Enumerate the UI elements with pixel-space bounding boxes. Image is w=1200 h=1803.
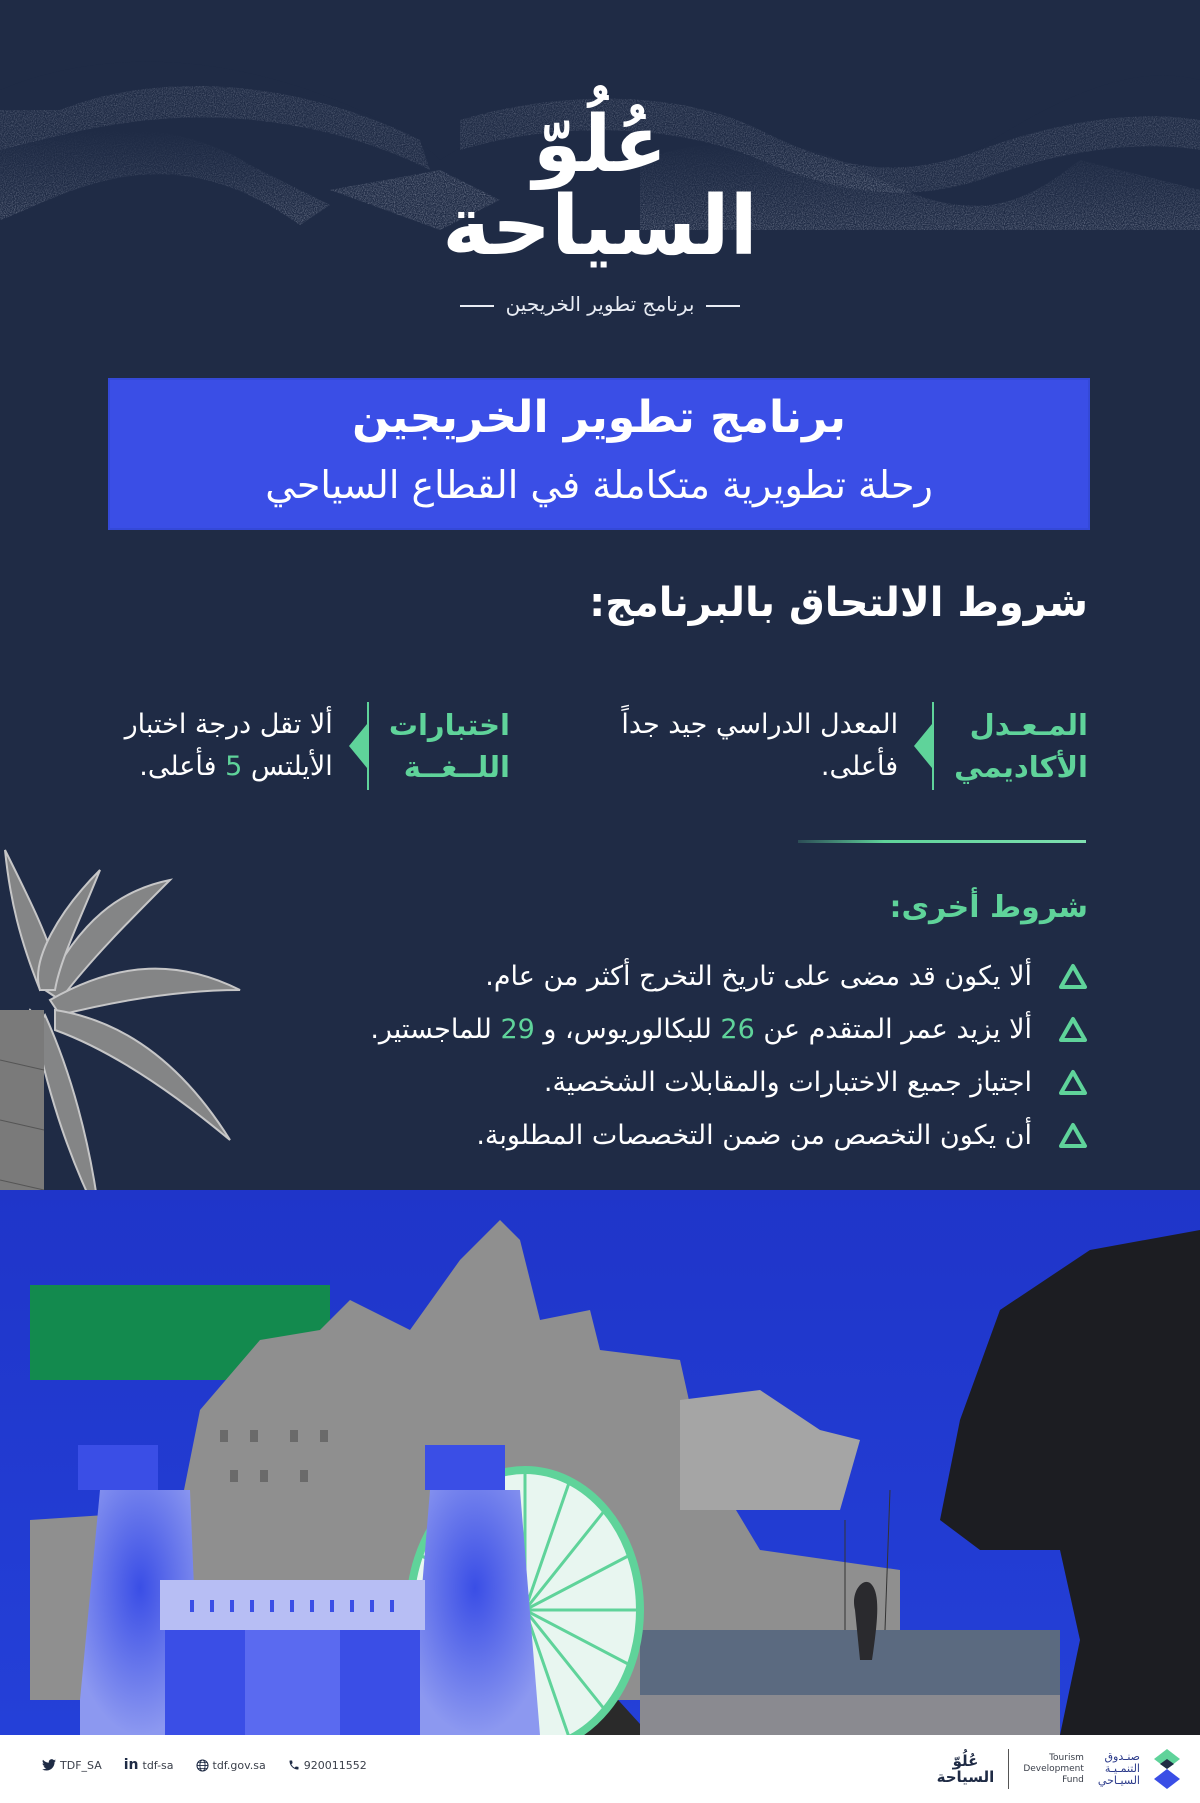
olu-tourism-logo-small [937, 1753, 995, 1785]
collage-scene [0, 1190, 1200, 1735]
tourism-collage-illustration [0, 1190, 1200, 1735]
contact-links [42, 1757, 367, 1773]
text-part: للبكالوريوس، و [534, 1014, 721, 1045]
banner-title: برنامج تطوير الخريجين [352, 392, 846, 443]
tdf-name-en [1023, 1753, 1084, 1786]
tdf-en-line: Development [1023, 1763, 1084, 1774]
phone-icon [288, 1759, 300, 1771]
section-divider [798, 840, 1086, 843]
triangle-outline-icon [1056, 960, 1090, 994]
logo-line-2: السياحة [442, 179, 758, 274]
list-item-text: أن يكون التخصص من ضمن التخصصات المطلوبة. [476, 1120, 1032, 1151]
linkedin-icon: in [123, 1757, 139, 1773]
ielts-score: 5 [225, 751, 243, 782]
criterion-text-line: فأعلى. [820, 751, 899, 782]
criterion-language [125, 700, 510, 792]
criterion-label-line: اللــغــة [403, 750, 510, 784]
list-item-text: اجتياز جميع الاختبارات والمقابلات الشخصية. [543, 1067, 1032, 1098]
text-part: ألا يزيد عمر المتقدم عن [754, 1014, 1032, 1045]
text-part: الأيلتس [242, 751, 333, 782]
tdf-name-ar [1098, 1751, 1140, 1787]
program-banner [108, 378, 1090, 530]
criterion-label-line: الأكاديمي [954, 750, 1088, 784]
text-part: فأعلى. [139, 751, 226, 782]
logo [440, 100, 760, 305]
criterion-text [125, 704, 333, 788]
requirements-title: شروط الالتحاق بالبرنامج: [589, 580, 1088, 626]
tdf-en-line: Fund [1062, 1774, 1084, 1785]
pointer-icon [916, 702, 938, 790]
age-bachelor: 26 [720, 1014, 755, 1045]
phone-number: 920011552 [303, 1758, 367, 1772]
tdf-logo-icon [1154, 1749, 1180, 1789]
criterion-label [389, 704, 510, 788]
triangle-outline-icon [1056, 1119, 1090, 1153]
tdf-ar-line: التنمـيـة [1104, 1762, 1140, 1775]
divider [706, 305, 740, 307]
phone-link[interactable] [288, 1759, 367, 1772]
list-item-text [370, 1014, 1032, 1045]
banner-subtitle: رحلة تطويرية متكاملة في القطاع السياحي [265, 463, 933, 507]
other-requirements-title: شروط أخرى: [889, 890, 1088, 925]
text-part: للماجستير. [370, 1014, 501, 1045]
website-link[interactable] [196, 1759, 266, 1772]
tdf-ar-line: صنـدوق [1104, 1750, 1140, 1763]
twitter-icon [42, 1759, 56, 1771]
logo-subtitle [0, 292, 1200, 316]
website-url: tdf.gov.sa [212, 1758, 266, 1772]
triangle-outline-icon [1056, 1066, 1090, 1100]
criterion-text [621, 704, 898, 788]
list-item-text: ألا يكون قد مضى على تاريخ التخرج أكثر من عام. [485, 961, 1032, 992]
logo-subtitle-text: برنامج تطوير الخريجين [505, 292, 695, 316]
triangle-outline-icon [1056, 1013, 1090, 1047]
twitter-handle: TDF_SA [60, 1758, 102, 1772]
list-item [190, 1056, 1090, 1109]
pointer-icon [351, 702, 373, 790]
sponsor-logos [937, 1743, 1180, 1795]
linkedin-handle: tdf-sa [142, 1758, 174, 1772]
criterion-label-line: المـعـدل [969, 708, 1088, 742]
small-logo-line: السياحة [936, 1768, 995, 1786]
list-item [190, 1003, 1090, 1056]
footer [0, 1735, 1200, 1803]
other-requirements-list [190, 950, 1090, 1162]
logo-line-1: عُلُوّ [532, 100, 668, 190]
twitter-link[interactable] [42, 1759, 102, 1772]
tdf-en-line: Tourism [1049, 1752, 1084, 1763]
linkedin-link[interactable] [124, 1757, 174, 1773]
globe-icon [196, 1759, 209, 1772]
age-master: 29 [500, 1014, 535, 1045]
divider [1008, 1749, 1009, 1789]
criterion-label [954, 704, 1088, 788]
list-item [190, 1109, 1090, 1162]
criterion-text-line: المعدل الدراسي جيد جداً [621, 709, 899, 740]
criterion-text-line: ألا تقل درجة اختبار [124, 709, 333, 740]
tdf-ar-line: السيـاحي [1097, 1774, 1140, 1787]
small-logo-line: عُلُوّ [952, 1752, 979, 1770]
divider [460, 305, 494, 307]
list-item [190, 950, 1090, 1003]
criterion-label-line: اختبارات [388, 708, 510, 742]
criterion-text-line [125, 746, 333, 788]
criterion-academic [621, 700, 1088, 792]
